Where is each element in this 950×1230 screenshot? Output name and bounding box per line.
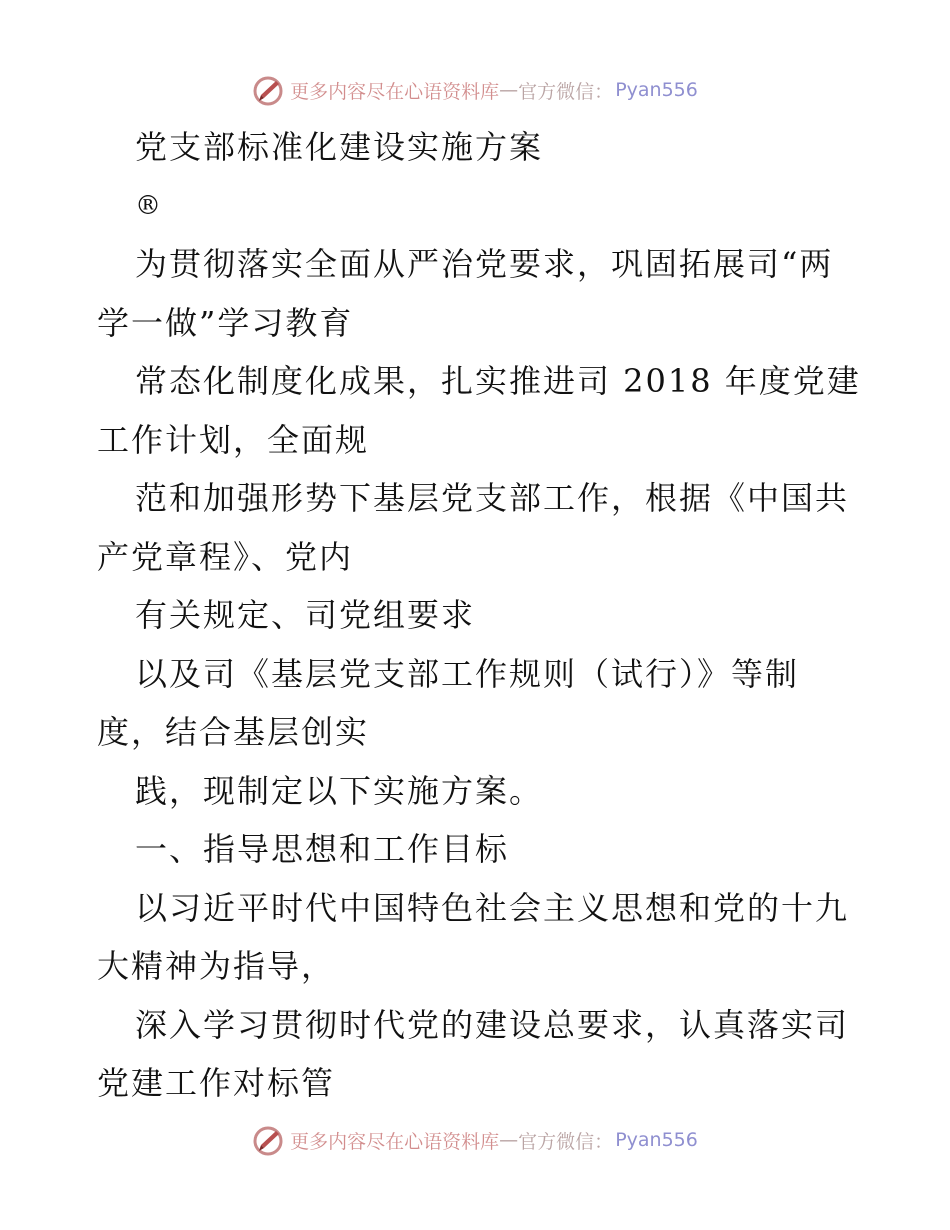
registered-mark: ® — [135, 190, 163, 221]
paragraph-line: 有关规定、司党组要求 — [135, 596, 476, 634]
logo-icon — [252, 73, 286, 107]
paragraph-line: 深入学习贯彻时代党的建设总要求，认真落实司 — [135, 1005, 850, 1044]
banner-wechat-id: Pyan556 — [615, 1129, 698, 1151]
banner-wechat-label: 官方微信： — [518, 80, 614, 103]
paragraph-line: 范和加强形势下基层党支部工作，根据《中国共 — [135, 479, 850, 517]
watermark-banner-bottom — [0, 1120, 950, 1160]
banner-dash: — — [499, 79, 519, 101]
watermark-banner-top — [0, 70, 950, 110]
logo-icon — [252, 1123, 286, 1157]
paragraph-line: 度，结合基层创实 — [97, 713, 370, 751]
paragraph-line: 以及司《基层党支部工作规则（试行）》等制 — [135, 654, 800, 693]
banner-site-text: 更多内容尽在心语资料库 — [290, 80, 500, 103]
paragraph-line: 大精神为指导， — [97, 947, 336, 985]
paragraph-line: 常态化制度化成果，扎实推进司 2018 年度党建 — [135, 362, 861, 400]
banner-site-text: 更多内容尽在心语资料库 — [290, 1130, 500, 1153]
paragraph-line: 以习近平时代中国特色社会主义思想和党的十九 — [135, 888, 850, 927]
paragraph-line: 党建工作对标管 — [97, 1064, 336, 1102]
document-body — [97, 118, 861, 1113]
paragraph-line: 工作计划，全面规 — [97, 420, 370, 459]
banner-wechat-id: Pyan556 — [615, 79, 698, 101]
paragraph-line: 践，现制定以下实施方案。 — [135, 771, 544, 810]
banner-wechat-label: 官方微信： — [518, 1130, 614, 1153]
document-title: 党支部标准化建设实施方案 — [135, 128, 544, 166]
paragraph-line: 学一做”学习教育 — [97, 303, 354, 342]
paragraph-line: 产党章程》、党内 — [97, 537, 354, 576]
banner-dash: — — [499, 1129, 519, 1151]
section-heading: 一、指导思想和工作目标 — [135, 830, 510, 868]
paragraph-line: 为贯彻落实全面从严治党要求，巩固拓展司“两 — [135, 245, 834, 283]
